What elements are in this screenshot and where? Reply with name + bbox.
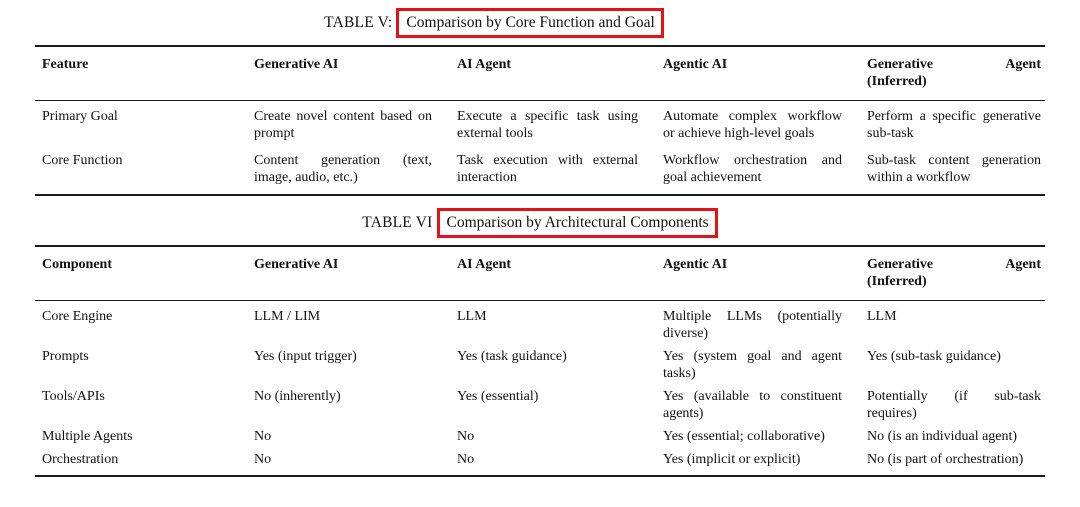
table-cell: Task execution with external interaction: [457, 153, 638, 185]
table5-caption: [0, 8, 999, 38]
column-header: Generative AI: [254, 57, 339, 72]
table-row: [35, 424, 1045, 447]
table-cell: Content generation (text, image, audio, etc.): [254, 153, 432, 185]
table5-header-row: [35, 46, 1045, 101]
row-label: Tools/APIs: [42, 389, 105, 404]
table-cell: Yes (essential): [457, 389, 539, 404]
table-cell: Workflow orchestration and goal achievement: [663, 153, 842, 185]
column-header-word: Generative: [867, 57, 934, 72]
column-header: [860, 46, 1045, 101]
column-header: AI Agent: [457, 257, 512, 272]
table-cell: Yes (sub-task guidance): [867, 349, 1001, 364]
table-cell: Execute a specific task using external tools: [457, 109, 638, 141]
column-header: Component: [42, 257, 113, 272]
column-header: Agentic AI: [663, 257, 728, 272]
column-header: AI Agent: [457, 57, 512, 72]
table-row: [35, 344, 1045, 384]
row-label: Multiple Agents: [42, 429, 133, 444]
column-header: Generative AI: [254, 257, 339, 272]
table-cell: No (is an individual agent): [867, 429, 1018, 444]
column-header-word: (Inferred): [867, 274, 927, 289]
table6-caption-prefix: TABLE VI: [362, 214, 433, 231]
table6: [35, 245, 1045, 477]
table-cell: No: [254, 429, 272, 444]
row-label: Orchestration: [42, 452, 119, 467]
row-label: Core Engine: [42, 309, 113, 324]
row-label: Primary Goal: [42, 109, 118, 124]
table-row: [35, 384, 1045, 424]
table6-caption-highlight-box: [437, 208, 718, 238]
table-cell: No (is part of orchestration): [867, 452, 1024, 467]
table-cell: LLM: [457, 309, 487, 324]
table-cell: LLM: [867, 309, 897, 324]
table6-caption-highlight-text: Comparison by Architectural Components: [446, 214, 709, 231]
column-header: [860, 246, 1045, 301]
column-header-word: Agent: [1005, 57, 1041, 72]
column-header-word: (Inferred): [867, 74, 927, 89]
column-header: Feature: [42, 57, 89, 72]
table-row: [35, 447, 1045, 476]
row-label: Prompts: [42, 349, 89, 364]
table-cell: Yes (available to constituent agents): [663, 389, 842, 421]
table6-header-row: [35, 246, 1045, 301]
table6-caption: [35, 208, 1045, 238]
column-header: Agentic AI: [663, 57, 728, 72]
table-cell: LLM / LIM: [254, 309, 321, 324]
table-row: [35, 101, 1045, 146]
table-cell: Yes (essential; collaborative): [663, 429, 825, 444]
table-row: [35, 145, 1045, 195]
table-cell: Sub-task content generation within a workflow: [867, 153, 1041, 185]
table-cell: Yes (implicit or explicit): [663, 452, 801, 467]
table-row: [35, 301, 1045, 345]
table5-caption-prefix: TABLE V:: [324, 14, 393, 31]
table-cell: No: [254, 452, 272, 467]
table-cell: No: [457, 429, 475, 444]
table-cell: Perform a specific generative sub-task: [867, 109, 1041, 141]
table-cell: Yes (task guidance): [457, 349, 567, 364]
table-cell: No (inherently): [254, 389, 341, 404]
table5-caption-highlight-box: [396, 8, 663, 38]
table-cell: Yes (system goal and agent tasks): [663, 349, 842, 381]
row-label: Core Function: [42, 153, 123, 168]
table5-caption-highlight-text: Comparison by Core Function and Goal: [406, 14, 655, 31]
table-cell: Automate complex workflow or achieve high-level goals: [663, 109, 842, 141]
column-header-word: Generative: [867, 257, 934, 272]
document-page: [35, 0, 1045, 477]
table-cell: Multiple LLMs (potentially diverse): [663, 309, 842, 341]
table-cell: Yes (input trigger): [254, 349, 357, 364]
table-cell: Potentially (if sub-task requires): [867, 389, 1041, 421]
column-header-word: Agent: [1005, 257, 1041, 272]
table5: [35, 45, 1045, 196]
table-cell: No: [457, 452, 475, 467]
table-cell: Create novel content based on prompt: [254, 109, 432, 141]
